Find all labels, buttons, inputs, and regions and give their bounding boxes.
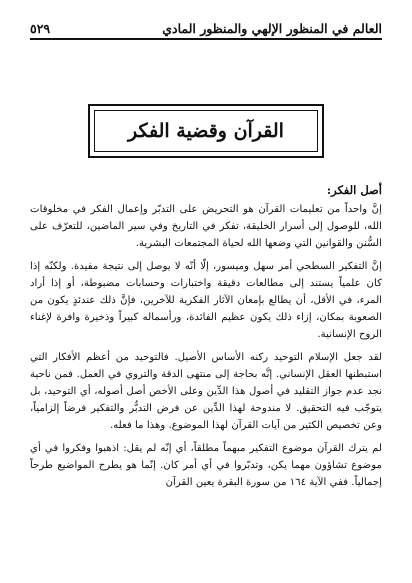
paragraph-1: إنَّ واحداً من تعليمات القرآن هو التحريض على التدبّر وإعمال الفكر في مخلوقات الله، للوصول إلى أسرار الخليقة، تفكر في التاريخ وفي سير الماضين، للتعرّف على السُّنن والقوانين التي وضعها الله لحياة المجتمعات البشرية.	[30, 204, 382, 249]
section-heading: أصل الفكر:	[326, 183, 382, 197]
running-title: العالم في المنظور الإلهي والمنظور المادي	[162, 21, 382, 36]
chapter-title-box	[88, 104, 324, 158]
paragraph-4: لم يترك القرآن موضوع التفكير مبهماً مطلقاً، أي إنّه لم يقل: اذهبوا وفكروا في أي موضوع تشاؤون مهما يكن، وتدبّروا في أي أمر كان. إنّما هو يطرح المواضيع طرحاً إجمالياً. ففي الآية ١٦٤ من سورة البقرة يعين القرآن	[30, 443, 382, 488]
paragraph-3: لقد جعل الإسلام التوحيد ركنه الأساس الأصيل. فالتوحيد من أعظم الأفكار التي استبطنها العقل الإنساني. إنَّه بحاجة إلى منتهى الدقة والتروي في العمل. فمن ناحية نجد عدم جواز التقليد في أصول هذا الدِّين وعلى الأخص أصل أصوله، أي التوحيد، بل يتوجّب فيه التحقيق. لا مندوحة لهذا الدِّين عن فرض التدبُّر والتفكير فرضاً إلزامياً، وعن تخصيص الكثير من آيات القرآن لهذا الموضوع. وهذا ما فعله.	[30, 352, 382, 431]
paragraph-2: إنَّ التفكير السطحي أمر سهل وميسور، إلّا أنّه لا يوصل إلى نتيجة مفيدة. ولكنّه إذا كان علمياً يستند إلى مطالعات دقيقة واختبارات وحسابات مضبوطة، أو إذا أراد المرء، في الأقل، أن يطالع بإمعان الآثار الفكرية للآخرين، فإنَّ ذلك عندئذٍ يكون من الصعوبة بمكان، إزاء ذلك يكون عظيم الفائدة، ورأسماله كبيراً وذخيرة وافرة لإغناء الروح الإنسانية.	[30, 261, 382, 340]
page-number: ٥٢٩	[30, 21, 51, 36]
page-body	[30, 182, 382, 497]
running-header	[30, 14, 382, 36]
header-rule	[30, 38, 382, 40]
chapter-title: القرآن وقضية الفكر	[128, 120, 284, 142]
